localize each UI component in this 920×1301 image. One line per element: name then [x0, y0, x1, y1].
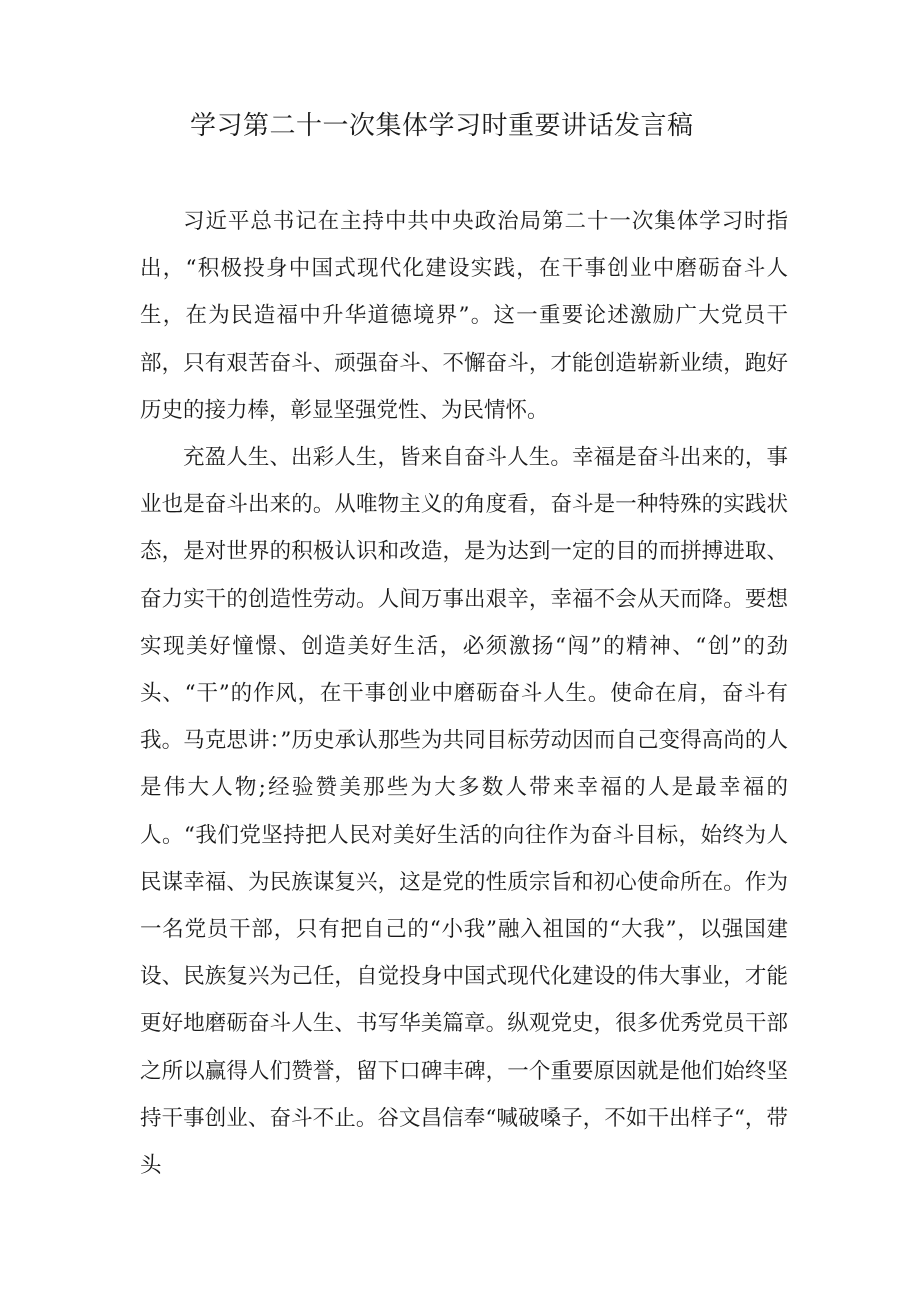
body-paragraph-1: 习近平总书记在主持中共中央政治局第二十一次集体学习时指出，“积极投身中国式现代化建设实践，在干事创业中磨砺奋斗人生，在为民造福中升华道德境界”。这一重要论述激励广大党员干部，只有艰苦奋斗、顽强奋斗、不懈奋斗，才能创造崭新业绩，跑好历史的接力棒，彰显坚强党性、为民情怀。: [140, 209, 788, 423]
body-paragraph-2: 充盈人生、出彩人生，皆来自奋斗人生。幸福是奋斗出来的，事业也是奋斗出来的。从唯物主义的角度看，奋斗是一种特殊的实践状态，是对世界的积极认识和改造，是为达到一定的目的而拼搏进取、奋力实干的创造性劳动。人间万事出艰辛，幸福不会从天而降。要想实现美好憧憬、创造美好生活，必须激扬“闯”的精神、“创”的劲头、“干”的作风，在干事创业中磨砺奋斗人生。使命在肩，奋斗有我。马克思讲：”历史承认那些为共同目标劳动因而自己变得高尚的人是伟大人物;经验赞美那些为大多数人带来幸福的人是最幸福的人。“我们党坚持把人民对美好生活的向往作为奋斗目标，始终为人民谋幸福、为民族谋复兴，这是党的性质宗旨和初心使命所在。作为一名党员干部，只有把自己的“小我”融入祖国的“大我”，以强国建设、民族复兴为己任，自觉投身中国式现代化建设的伟大事业，才能更好地磨砺奋斗人生、书写华美篇章。纵观党史，很多优秀党员干部之所以赢得人们赞誉，留下口碑丰碑，一个重要原因就是他们始终坚持干事创业、奋斗不止。谷文昌信奉“喊破嗓子，不如干出样子“，带头: [140, 445, 788, 1179]
document-title: 学习第二十一次集体学习时重要讲话发言稿: [190, 111, 694, 141]
